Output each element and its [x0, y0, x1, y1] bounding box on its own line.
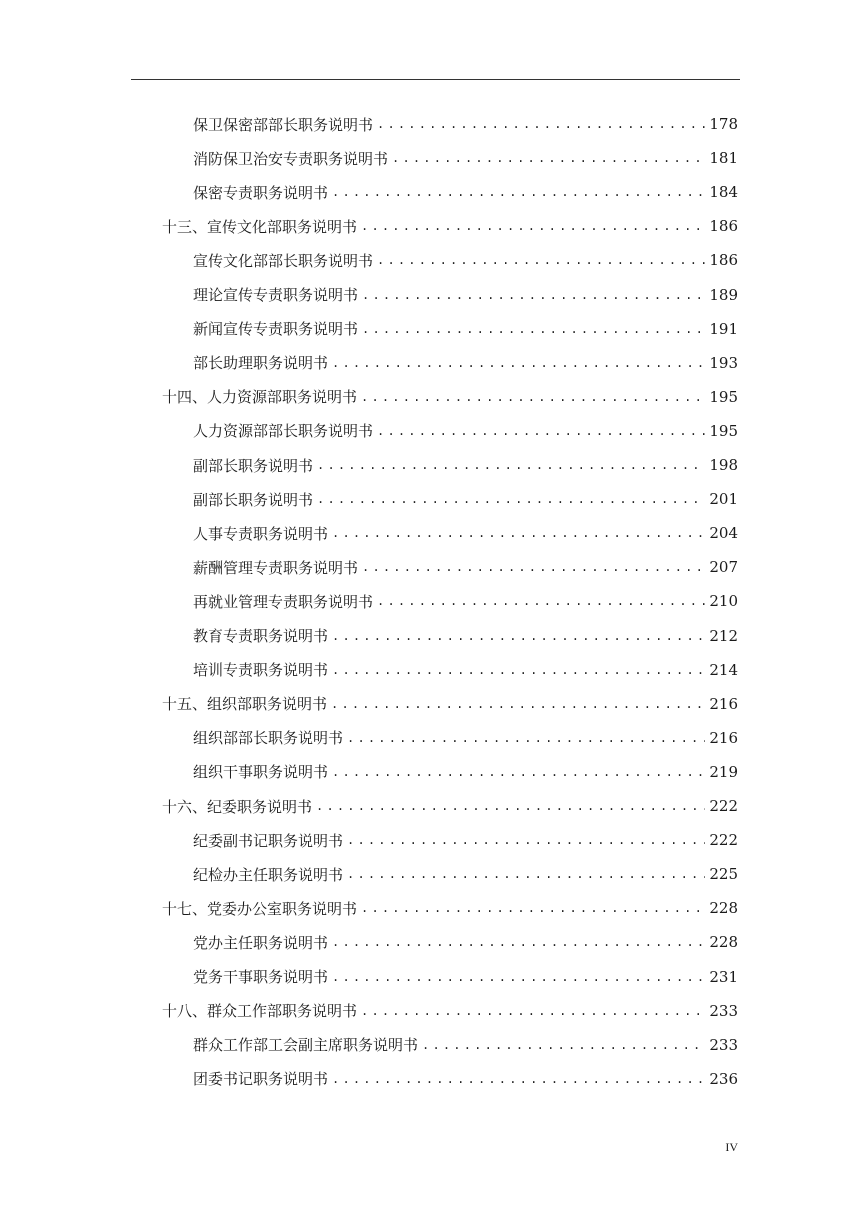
toc-entry-page: 228 — [709, 933, 738, 952]
toc-leader-dots — [332, 935, 705, 949]
toc-entry[interactable] — [193, 107, 738, 141]
toc-entry-title: 部长助理职务说明书 — [193, 354, 329, 373]
toc-leader-dots — [347, 833, 705, 847]
header-rule — [131, 79, 740, 80]
toc-entry[interactable] — [193, 141, 738, 175]
toc-entry-title: 再就业管理专责职务说明书 — [193, 592, 374, 611]
toc-leader-dots — [361, 1004, 705, 1018]
toc-entry-title: 理论宣传专责职务说明书 — [193, 286, 359, 304]
toc-entry-page: 189 — [709, 285, 738, 304]
toc-entry-title: 宣传文化部部长职务说明书 — [193, 251, 374, 270]
toc-entry-title: 群众工作部工会副主席职务说明书 — [193, 1036, 419, 1055]
toc-entry-title: 教育专责职务说明书 — [193, 627, 329, 645]
toc-entry[interactable] — [193, 448, 738, 482]
toc-entry-title: 十三、宣传文化部职务说明书 — [162, 217, 358, 236]
toc-leader-dots — [362, 322, 705, 336]
toc-leader-dots — [332, 629, 705, 643]
toc-entry-page: 222 — [709, 831, 738, 850]
toc-entry-page: 214 — [709, 660, 738, 679]
toc-entry[interactable] — [193, 755, 738, 789]
toc-entry-title: 十八、群众工作部职务说明书 — [162, 1002, 358, 1021]
toc-entry-page: 212 — [709, 626, 738, 645]
toc-entry-title: 十六、纪委职务说明书 — [162, 797, 313, 816]
toc-section-entry[interactable] — [162, 994, 738, 1028]
toc-leader-dots — [362, 560, 705, 574]
toc-entry-page: 193 — [709, 353, 738, 372]
toc-entry-page: 231 — [709, 967, 738, 986]
toc-entry-title: 党办主任职务说明书 — [193, 933, 329, 952]
toc-entry-title: 保卫保密部部长职务说明书 — [193, 115, 374, 134]
toc-leader-dots — [332, 663, 705, 677]
toc-entry[interactable] — [193, 550, 738, 584]
toc-section-entry[interactable] — [162, 891, 738, 925]
toc-leader-dots — [347, 731, 705, 745]
toc-entry-page: 222 — [709, 797, 738, 815]
toc-entry-page: 216 — [709, 728, 738, 747]
toc-leader-dots — [377, 424, 705, 438]
toc-entry-page: 233 — [709, 1001, 738, 1020]
toc-entry-title: 十七、党委办公室职务说明书 — [162, 899, 358, 918]
toc-entry-title: 新闻宣传专责职务说明书 — [193, 320, 359, 339]
toc-entry[interactable] — [193, 482, 738, 516]
toc-entry[interactable] — [193, 346, 738, 380]
toc-entry-title: 人力资源部部长职务说明书 — [193, 422, 374, 441]
toc-entry-title: 培训专责职务说明书 — [193, 661, 329, 680]
toc-entry-page: 207 — [709, 558, 738, 577]
toc-entry-title: 纪委副书记职务说明书 — [193, 831, 344, 850]
toc-leader-dots — [377, 117, 705, 131]
toc-leader-dots — [377, 253, 705, 267]
toc-entry-title: 人事专责职务说明书 — [193, 524, 329, 543]
toc-entry-title: 十五、组织部职务说明书 — [162, 695, 328, 714]
toc-entry[interactable] — [193, 960, 738, 994]
toc-entry[interactable] — [193, 414, 738, 448]
toc-entry-page: 216 — [709, 694, 738, 713]
toc-entry[interactable] — [193, 516, 738, 550]
toc-entry[interactable] — [193, 243, 738, 277]
toc-entry-title: 薪酬管理专责职务说明书 — [193, 558, 359, 577]
toc-leader-dots — [331, 697, 705, 711]
toc-section-entry[interactable] — [162, 380, 738, 414]
toc-entry[interactable] — [193, 619, 738, 653]
toc-entry-title: 组织干事职务说明书 — [193, 763, 329, 782]
toc-entry-title: 副部长职务说明书 — [193, 456, 314, 475]
toc-entry-page: 228 — [709, 899, 738, 918]
toc-entry-page: 195 — [709, 387, 738, 406]
toc-leader-dots — [361, 390, 705, 404]
toc-section-entry[interactable] — [162, 687, 738, 721]
toc-leader-dots — [332, 765, 705, 779]
toc-section-entry[interactable] — [162, 789, 738, 823]
toc-entry[interactable] — [193, 584, 738, 618]
toc-leader-dots — [317, 492, 705, 506]
toc-entry-page: 186 — [709, 217, 738, 236]
toc-entry[interactable] — [193, 823, 738, 857]
toc-entry[interactable] — [193, 1028, 738, 1062]
toc-leader-dots — [332, 1072, 705, 1086]
toc-leader-dots — [362, 288, 705, 302]
toc-leader-dots — [361, 219, 705, 233]
toc-leader-dots — [317, 458, 705, 472]
toc-entry-page: 236 — [709, 1069, 738, 1088]
toc-entry-title: 保密专责职务说明书 — [193, 183, 329, 202]
toc-entry-title: 纪检办主任职务说明书 — [193, 865, 344, 884]
toc-entry[interactable] — [193, 175, 738, 209]
toc-leader-dots — [332, 970, 705, 984]
toc-entry-page: 210 — [709, 592, 738, 611]
toc-entry-title: 组织部部长职务说明书 — [193, 729, 344, 748]
toc-entry-page: 201 — [709, 490, 738, 509]
toc-leader-dots — [361, 901, 705, 915]
toc-entry-title: 十四、人力资源部职务说明书 — [162, 388, 358, 407]
toc-entry[interactable] — [193, 721, 738, 755]
toc-entry[interactable] — [193, 653, 738, 687]
toc-entry-page: 178 — [709, 115, 738, 133]
toc-entry[interactable] — [193, 1062, 738, 1096]
toc-leader-dots — [347, 867, 705, 881]
toc-entry-page: 191 — [709, 319, 738, 338]
toc-leader-dots — [332, 356, 705, 370]
toc-entry-title: 团委书记职务说明书 — [193, 1070, 329, 1089]
toc-entry-title: 副部长职务说明书 — [193, 490, 314, 509]
toc-entry-page: 219 — [709, 762, 738, 781]
toc-entry-page: 184 — [709, 183, 738, 202]
toc-entry-page: 195 — [709, 421, 738, 440]
toc-entry-title: 党务干事职务说明书 — [193, 968, 329, 986]
toc-leader-dots — [392, 151, 705, 165]
toc-entry-page: 233 — [709, 1035, 738, 1054]
toc-entry[interactable] — [193, 925, 738, 959]
toc-leader-dots — [316, 799, 705, 813]
toc-entry-page: 181 — [709, 149, 738, 168]
toc-entry[interactable] — [193, 278, 738, 312]
toc-entry-page: 204 — [709, 524, 738, 543]
toc-leader-dots — [377, 594, 705, 608]
toc-entry[interactable] — [193, 857, 738, 891]
toc-leader-dots — [332, 526, 705, 540]
toc-entry-title: 消防保卫治安专责职务说明书 — [193, 149, 389, 168]
toc-leader-dots — [332, 185, 705, 199]
toc-entry-page: 186 — [709, 251, 738, 270]
toc-entry[interactable] — [193, 312, 738, 346]
toc-entry-page: 198 — [709, 456, 738, 474]
toc-entry-page: 225 — [709, 865, 738, 884]
page-number: IV — [725, 1140, 738, 1154]
toc-leader-dots — [422, 1038, 705, 1052]
toc-section-entry[interactable] — [162, 209, 738, 243]
